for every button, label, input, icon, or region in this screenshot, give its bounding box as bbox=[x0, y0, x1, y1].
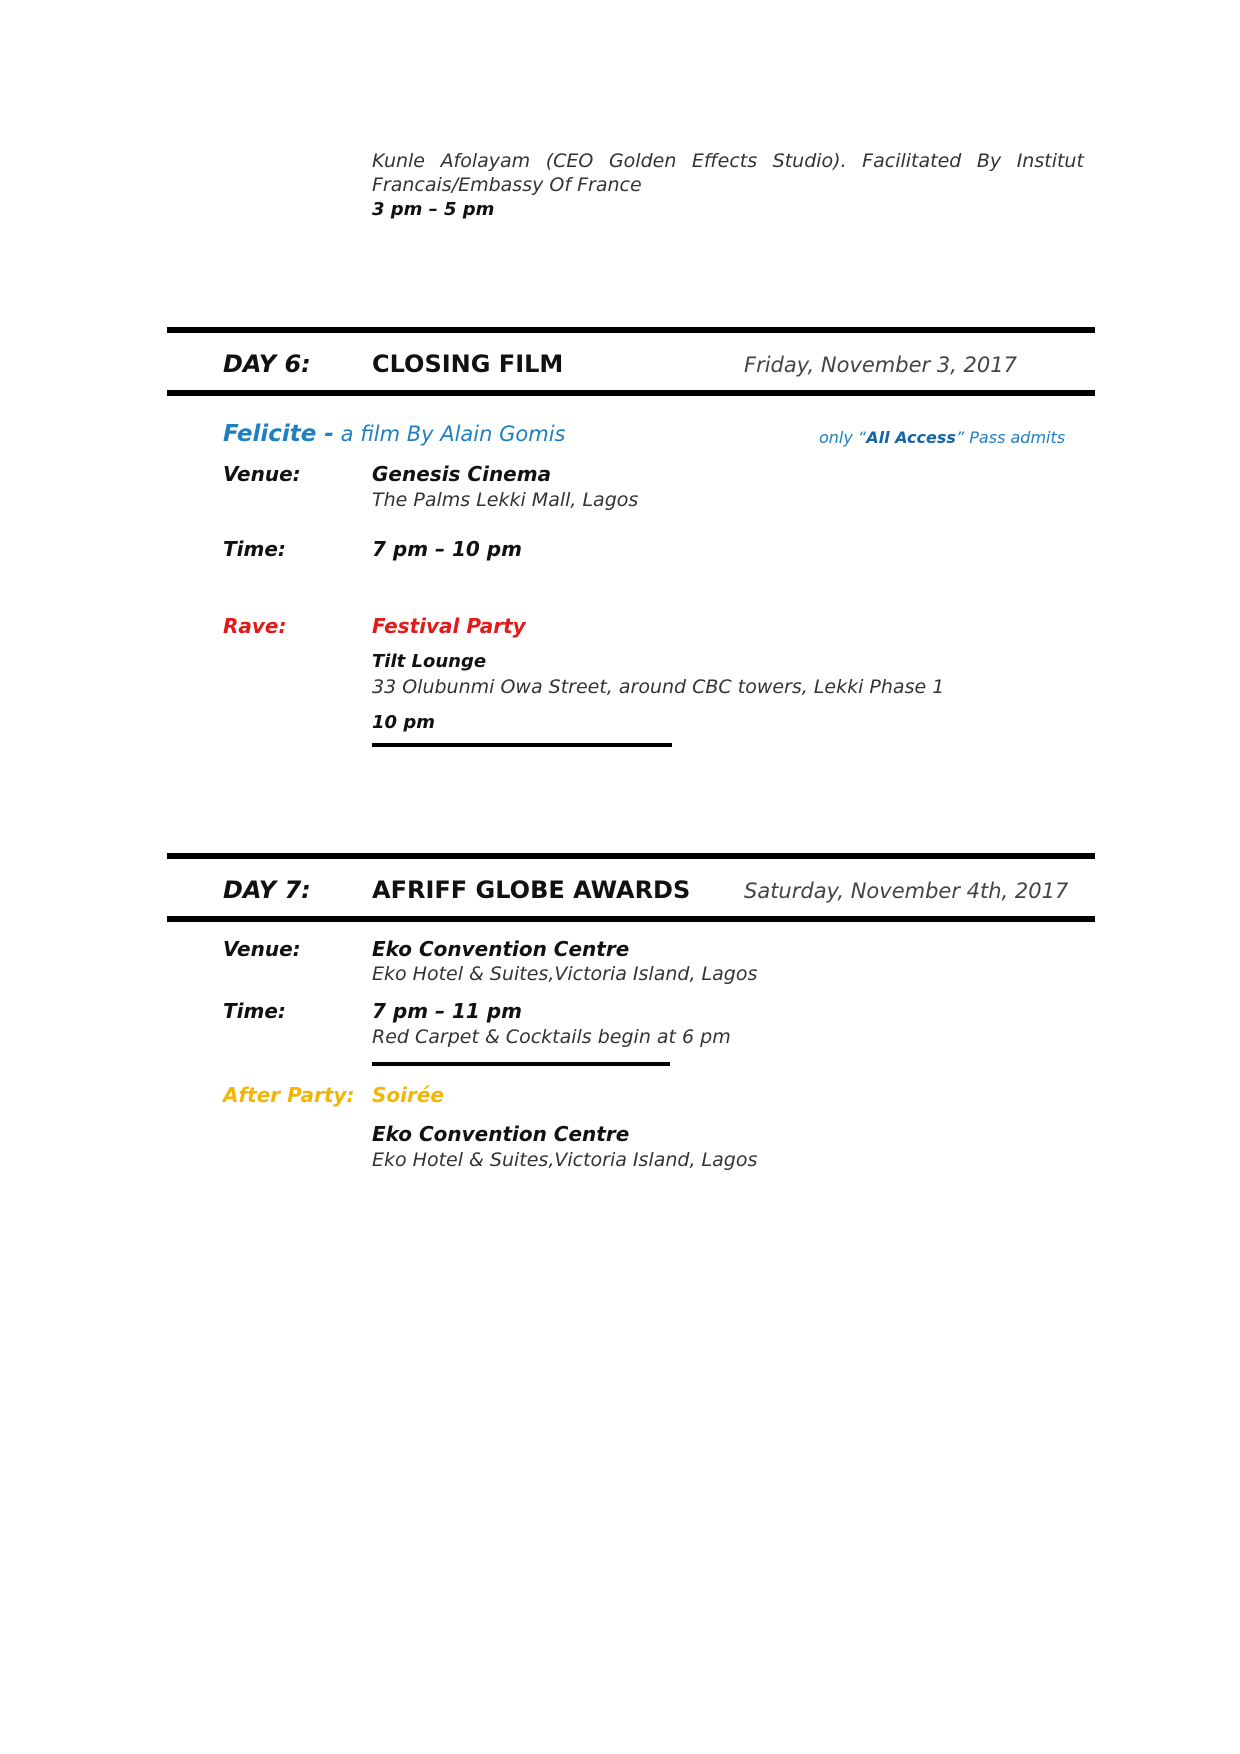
access-suffix: ” Pass admits bbox=[955, 428, 1066, 447]
day6-time-label: Time: bbox=[223, 537, 286, 561]
access-prefix: only “ bbox=[819, 428, 867, 447]
after-party-address: Eko Hotel & Suites,Victoria Island, Lagos bbox=[372, 1149, 758, 1171]
day7-time-value: 7 pm – 11 pm bbox=[372, 999, 522, 1023]
day6-venue-name: Genesis Cinema bbox=[372, 462, 552, 486]
intro-facilitator: Francais/Embassy Of France bbox=[372, 174, 642, 196]
intro-word: (CEO bbox=[545, 150, 594, 172]
after-party-venue: Eko Convention Centre bbox=[372, 1122, 630, 1146]
rave-underline bbox=[372, 743, 672, 747]
intro-time: 3 pm – 5 pm bbox=[372, 199, 495, 220]
intro-word: Facilitated bbox=[862, 150, 962, 172]
day6-venue-address: The Palms Lekki Mall, Lagos bbox=[372, 489, 639, 511]
rave-title: Festival Party bbox=[372, 614, 526, 638]
film-title: Felicite - bbox=[223, 421, 334, 447]
day7-venue-address: Eko Hotel & Suites,Victoria Island, Lagos bbox=[372, 963, 758, 985]
day7-top-rule bbox=[167, 853, 1095, 859]
day7-time-note: Red Carpet & Cocktails begin at 6 pm bbox=[372, 1026, 731, 1048]
after-party-label: After Party: bbox=[223, 1083, 355, 1107]
day7-venue-label: Venue: bbox=[223, 937, 301, 961]
day6-time-value: 7 pm – 10 pm bbox=[372, 537, 522, 561]
rave-time: 10 pm bbox=[372, 712, 435, 733]
day6-date: Friday, November 3, 2017 bbox=[744, 353, 1017, 377]
rave-address: 33 Olubunmi Owa Street, around CBC towers, Lekki Phase 1 bbox=[372, 676, 945, 698]
intro-word: Institut bbox=[1016, 150, 1084, 172]
film-byline: a film By Alain Gomis bbox=[333, 422, 566, 446]
intro-word: Effects bbox=[691, 150, 758, 172]
day6-film-line bbox=[223, 421, 565, 447]
day7-time-underline bbox=[372, 1062, 670, 1066]
intro-word: Kunle bbox=[372, 150, 426, 172]
day7-venue-name: Eko Convention Centre bbox=[372, 937, 630, 961]
day7-bottom-rule bbox=[167, 916, 1095, 922]
access-pass-name: All Access bbox=[866, 428, 956, 447]
rave-venue: Tilt Lounge bbox=[372, 651, 487, 672]
access-note bbox=[819, 428, 1065, 447]
day6-bottom-rule bbox=[167, 390, 1095, 396]
day6-top-rule bbox=[167, 327, 1095, 333]
day6-title: CLOSING FILM bbox=[372, 350, 564, 378]
intro-word: Afolayam bbox=[440, 150, 531, 172]
intro-credit-line bbox=[372, 150, 1084, 172]
intro-word: Golden bbox=[608, 150, 677, 172]
day7-title: AFRIFF GLOBE AWARDS bbox=[372, 876, 691, 904]
day6-label: DAY 6: bbox=[223, 350, 311, 378]
day6-venue-label: Venue: bbox=[223, 462, 301, 486]
day7-date: Saturday, November 4th, 2017 bbox=[744, 879, 1069, 903]
day7-time-label: Time: bbox=[223, 999, 286, 1023]
intro-word: By bbox=[976, 150, 1002, 172]
day7-label: DAY 7: bbox=[223, 876, 311, 904]
rave-label: Rave: bbox=[223, 614, 287, 638]
intro-word: Studio). bbox=[772, 150, 847, 172]
after-party-title: Soirée bbox=[372, 1083, 444, 1107]
